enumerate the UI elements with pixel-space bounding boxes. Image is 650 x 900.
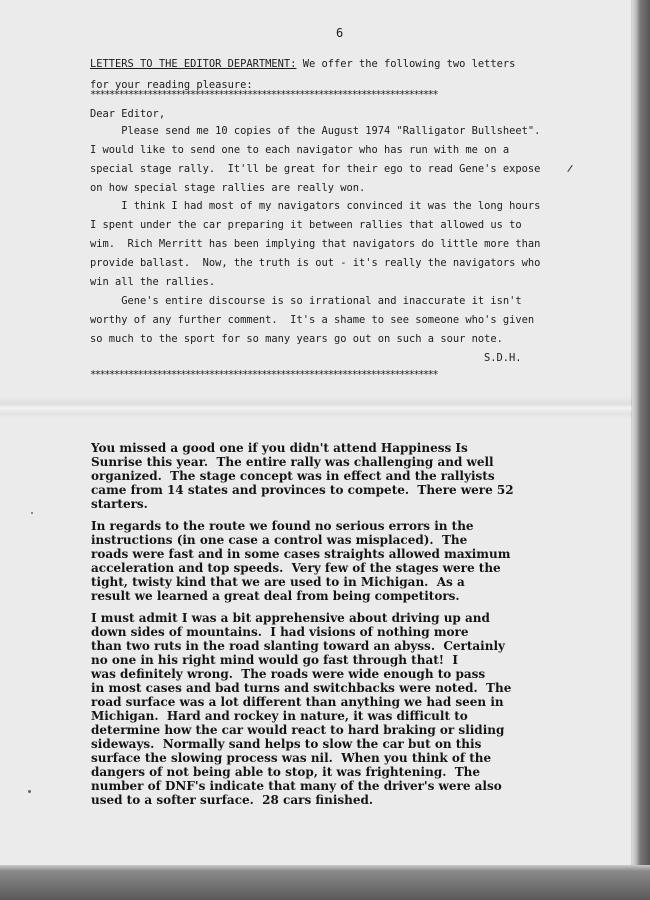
letters-heading-block bbox=[90, 55, 610, 74]
intro-line-2: for your reading pleasure: bbox=[90, 79, 253, 91]
page-number: 6 bbox=[336, 26, 344, 40]
intro-line-1: We offer the following two letters bbox=[296, 58, 516, 70]
letter2-paragraph-1: You missed a good one if you didn't attend Happiness Is Sunrise this year. The entire rally was challenging and well organized. The stage concept was in effect and the rallyists came from 14 states and provinces to compete. There were 52 starters. bbox=[91, 441, 514, 511]
letter1-paragraph-2: I think I had most of my navigators convinced it was the long hours I spent under the car preparing it between rallies that allowed us to wim. Rich Merritt has been implying that navigators do little more than provide ballast. Now, the truth is out - it's really the navigators who win all the rallies. bbox=[90, 200, 541, 288]
letter2-paragraph-3: I must admit I was a bit apprehensive about driving up and down sides of mountains. I had visions of nothing more than two ruts in the road slanting toward an abyss. Certainly no one in his right mind would go fast through that! I was definitely wrong. The roads were wide enough to pass in most cases and bad turns and switchbacks were noted. The road surface was a lot different than anything we had seen in Michigan. Hard and rockey in nature, it was difficult to determine how the car would react to hard braking or sliding sideways. Normally sand helps to slow the car but on this surface the slowing process was nil. When you think of the dangers of not being able to stop, it was frightening. The number of DNF's indicate that many of the driver's were also used to a softer surface. 28 cars finished. bbox=[91, 611, 512, 807]
divider-top: ************************************************************************* bbox=[90, 89, 438, 101]
paper-fold-crease bbox=[0, 396, 632, 418]
divider-bottom: ************************************************************************* bbox=[90, 369, 438, 381]
section-heading: LETTERS TO THE EDITOR DEPARTMENT: bbox=[90, 58, 297, 70]
page-edge-shadow bbox=[632, 0, 650, 900]
letter1-paragraph-1: Please send me 10 copies of the August 1974 "Ralligator Bullsheet". I would like to send one to each navigator who has run with me on a special stage rally. It'll be great for their ego to read Gene's expose on how special stage rallies are really won. bbox=[90, 125, 541, 194]
paper-speck bbox=[31, 512, 33, 514]
letter1-paragraph-3: Gene's entire discourse is so irrational and inaccurate it isn't worthy of any further comment. It's a shame to see someone who's given so much to the sport for so many years go out on such a sour note. bbox=[90, 295, 535, 345]
letter2-paragraph-2: In regards to the route we found no serious errors in the instructions (in one case a control was misplaced). The roads were fast and in some cases straights allowed maximum acceleration and top speeds. Very few of the stages were the tight, twisty kind that we are used to in Michigan. As a result we learned a great deal from being competitors. bbox=[91, 519, 511, 603]
letter1-salutation: Dear Editor, bbox=[90, 108, 166, 120]
paper-speck bbox=[28, 790, 31, 793]
page-bottom-shadow bbox=[0, 865, 650, 900]
letter1-signature: S.D.H. bbox=[484, 352, 522, 364]
